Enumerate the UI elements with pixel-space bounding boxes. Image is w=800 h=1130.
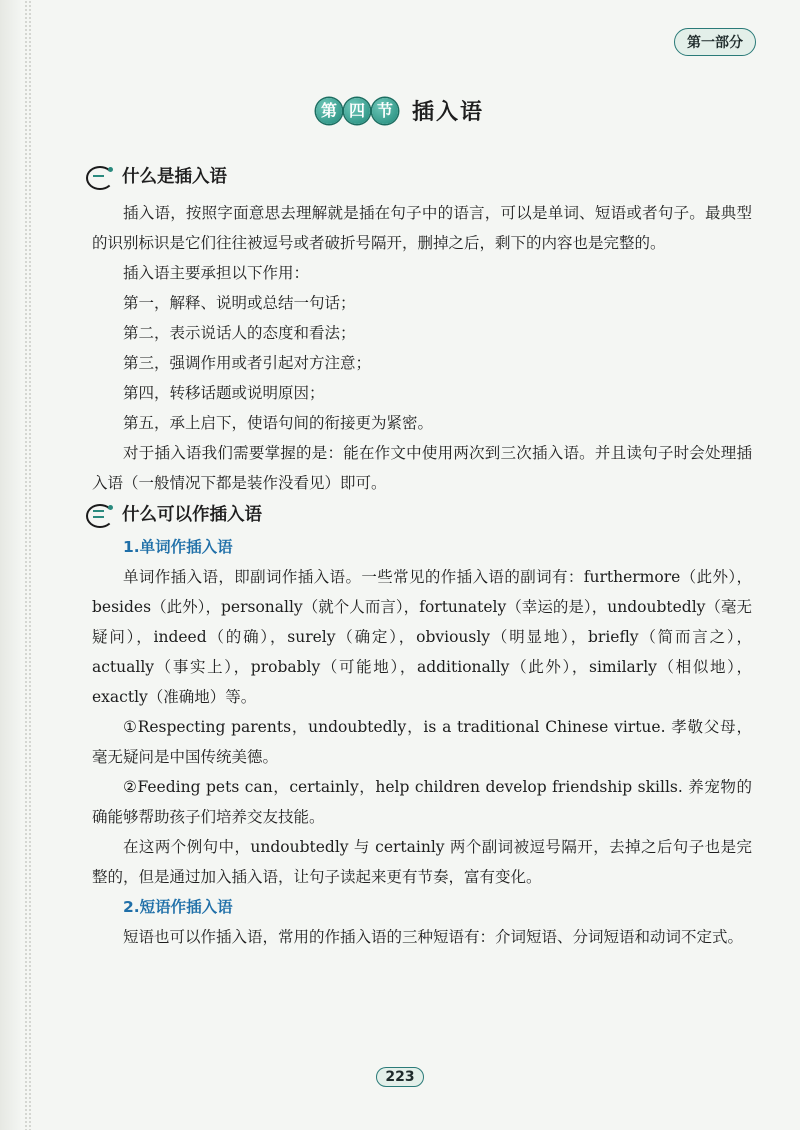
example-sentence: ①Respecting parents，undoubtedly，is a traditional Chinese virtue. 孝敬父母，毫无疑问是中国传统美德。 (92, 718, 752, 766)
section-header (0, 95, 800, 126)
paragraph: 对于插入语我们需要掌握的是：能在作文中使用两次到三次插入语。并且读句子时会处理插入语（一般情况下都是装作没看见）即可。 (92, 444, 752, 492)
paragraph: 插入语，按照字面意思去理解就是插在句子中的语言，可以是单词、短语或者句子。最典型的识别标识是它们往往被逗号或者破折号隔开，删掉之后，剩下的内容也是完整的。 (92, 204, 752, 252)
heading-text: 什么是插入语 (122, 167, 227, 187)
paragraph: 在这两个例句中，undoubtedly 与 certainly 两个副词被逗号隔开，去掉之后句子也是完整的，但是通过加入插入语，让句子读起来更有节奏，富有变化。 (92, 838, 752, 886)
part-badge: 第一部分 (674, 28, 756, 56)
list-item: 第四，转移话题或说明原因； (123, 384, 325, 402)
section-badge-char: 第 (316, 98, 342, 124)
list-item: 第五，承上启下，使语句间的衔接更为紧密。 (123, 414, 434, 432)
paragraph: 插入语主要承担以下作用： (123, 264, 310, 282)
page-binding-edge (0, 0, 22, 1130)
section-number-badge (316, 98, 398, 124)
main-content (92, 160, 752, 952)
page-number-text: 223 (376, 1067, 423, 1087)
subheading-phrases: 2.短语作插入语 (123, 898, 233, 916)
list-item: 第二，表示说话人的态度和看法； (123, 324, 356, 342)
heading-section-2 (86, 498, 752, 532)
section-one-icon (86, 166, 114, 188)
subheading-words: 1.单词作插入语 (123, 538, 233, 556)
section-badge-char: 四 (344, 98, 370, 124)
heading-text: 什么可以作插入语 (122, 505, 262, 525)
section-two-icon (86, 504, 114, 526)
list-item: 第一，解释、说明或总结一句话； (123, 294, 356, 312)
list-item: 第三，强调作用或者引起对方注意； (123, 354, 372, 372)
section-badge-char: 节 (372, 98, 398, 124)
page-dot-strip (24, 0, 32, 1130)
paragraph: 单词作插入语，即副词作插入语。一些常见的作插入语的副词有：furthermore（此外），besides（此外），personally（就个人而言），fortunately（幸运的是），undoubtedly（毫无疑问），indeed（的确），surely（确定），obviously（明显地），briefly（简而言之），actually（事实上），probably（可能地），additionally（此外），similarly（相似地），exactly（准确地）等。 (92, 568, 752, 706)
page-number (0, 1066, 800, 1087)
paragraph: 短语也可以作插入语，常用的作插入语的三种短语有：介词短语、分词短语和动词不定式。 (123, 928, 744, 946)
section-title: 插入语 (411, 100, 484, 125)
example-sentence: ②Feeding pets can，certainly，help children develop friendship skills. 养宠物的确能够帮助孩子们培养交友技能。 (92, 778, 752, 826)
heading-section-1 (86, 160, 752, 194)
